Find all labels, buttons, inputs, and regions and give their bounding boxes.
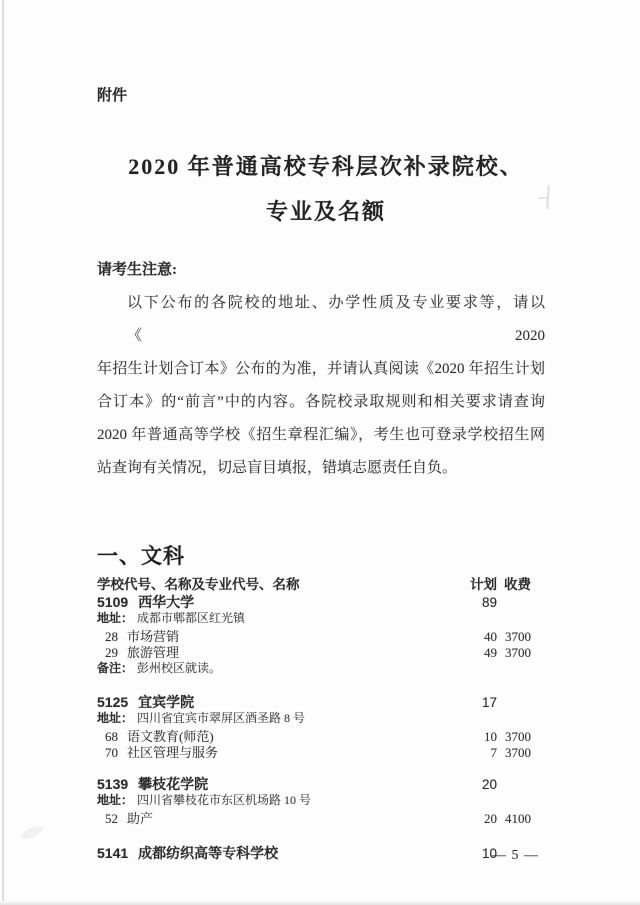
major-row: [97, 745, 531, 761]
school-code: 5109: [97, 594, 129, 610]
column-header-plan: 计划: [470, 577, 497, 592]
column-header-fee: 收费: [504, 577, 531, 592]
school-code: 5141: [97, 845, 129, 861]
school-code: 5139: [97, 776, 129, 792]
address: [97, 711, 531, 726]
major-fee: 3700: [505, 629, 531, 644]
school-title: [97, 694, 437, 711]
major-row: [97, 629, 531, 645]
major-name: 市场营销: [127, 629, 180, 644]
major-title: [97, 645, 437, 661]
address-text: 四川省宜宾市翠屏区酒圣路 8 号: [137, 711, 306, 725]
address-text: 四川省攀枝花市东区机场路 10 号: [137, 793, 312, 807]
column-header-name: 学校代号、名称及专业代号、名称: [97, 577, 300, 592]
major-plan: 49: [484, 645, 497, 660]
note-text: 彭州校区就读。: [137, 661, 222, 675]
school-plan: 20: [481, 777, 497, 792]
major-name: 社区管理与服务: [127, 745, 219, 760]
major-plan: 20: [484, 811, 497, 826]
major-code: 28: [105, 629, 118, 644]
school-title: [97, 594, 437, 611]
school-name: 成都纺织高等专科学校: [138, 845, 279, 861]
address-row: [97, 611, 531, 626]
major-code: 29: [105, 645, 118, 660]
major-code: 52: [105, 811, 118, 826]
major-name: 旅游管理: [127, 645, 180, 660]
major-plan: 40: [484, 629, 497, 644]
scan-smudge: [19, 823, 45, 841]
major-title: [97, 811, 437, 827]
school-name: 攀枝花学院: [138, 776, 209, 792]
address-label: 地址：: [97, 611, 134, 625]
table-header-row: [97, 577, 531, 592]
address-text: 成都市郫都区红光镇: [137, 611, 246, 625]
address-row: [97, 711, 531, 726]
notice-line: 合订本》的“前言”中的内容。各院校录取规则和相关要求请查询: [97, 394, 545, 410]
notice-paragraph: [97, 287, 545, 485]
notice-line: 以下公布的各院校的地址、办学性质及专业要求等，请以《2020: [127, 295, 545, 344]
major-code: 70: [105, 745, 118, 760]
school-plan: 10: [481, 846, 497, 861]
address-label: 地址：: [97, 793, 134, 807]
document-content: [97, 0, 545, 862]
address-row: [97, 793, 531, 808]
note-label: 备注：: [97, 661, 134, 675]
school-plan: 17: [481, 695, 497, 710]
address: [97, 793, 531, 808]
attachment-label: 附件: [97, 87, 128, 104]
major-fee: 4100: [505, 811, 531, 826]
scan-bottom-shadow: [0, 901, 640, 905]
document-title-line-2: 专业及名额: [265, 199, 386, 224]
school-row: [97, 776, 531, 793]
school-title: [97, 845, 437, 862]
major-title: [97, 729, 437, 745]
major-row: [97, 645, 531, 661]
address-label: 地址：: [97, 711, 134, 725]
school-code: 5125: [97, 694, 129, 710]
major-name: 助产: [127, 811, 154, 826]
major-fee: 3700: [505, 745, 531, 760]
document-title: [107, 144, 545, 234]
major-plan: 7: [490, 745, 497, 760]
major-title: [97, 745, 437, 761]
document-title-line-1: 2020 年普通高校专科层次补录院校、: [128, 154, 524, 179]
school-row: [97, 845, 531, 862]
note: [97, 661, 531, 676]
major-row: [97, 729, 531, 745]
notice-line: 2020 年普通高等学校《招生章程汇编》，考生也可登录学校招生网: [97, 427, 545, 443]
school-row: [97, 594, 531, 611]
school-row: [97, 694, 531, 711]
major-row: [97, 811, 531, 827]
page-number: — 5 —: [492, 848, 539, 863]
notice-line: 年招生计划合订本》公布的为准，并请认真阅读《2020 年招生计划: [97, 361, 545, 377]
school-plan: 89: [481, 595, 497, 610]
notice-line: 站查询有关情况，切忌盲目填报，错填志愿责任自负。: [97, 460, 458, 476]
scan-left-edge-line: [2, 0, 4, 905]
major-plan: 10: [484, 729, 497, 744]
school-name: 西华大学: [138, 594, 195, 610]
address: [97, 611, 531, 626]
school-name: 宜宾学院: [138, 694, 195, 710]
notice-heading: 请考生注意:: [97, 262, 177, 278]
note-row: [97, 661, 531, 676]
major-code: 68: [105, 729, 118, 744]
school-title: [97, 776, 437, 793]
major-name: 语文教育(师范): [127, 729, 214, 744]
major-fee: 3700: [505, 645, 531, 660]
major-fee: 3700: [505, 729, 531, 744]
section-heading-liberal-arts: 一、文科: [97, 545, 185, 568]
major-title: [97, 629, 437, 645]
